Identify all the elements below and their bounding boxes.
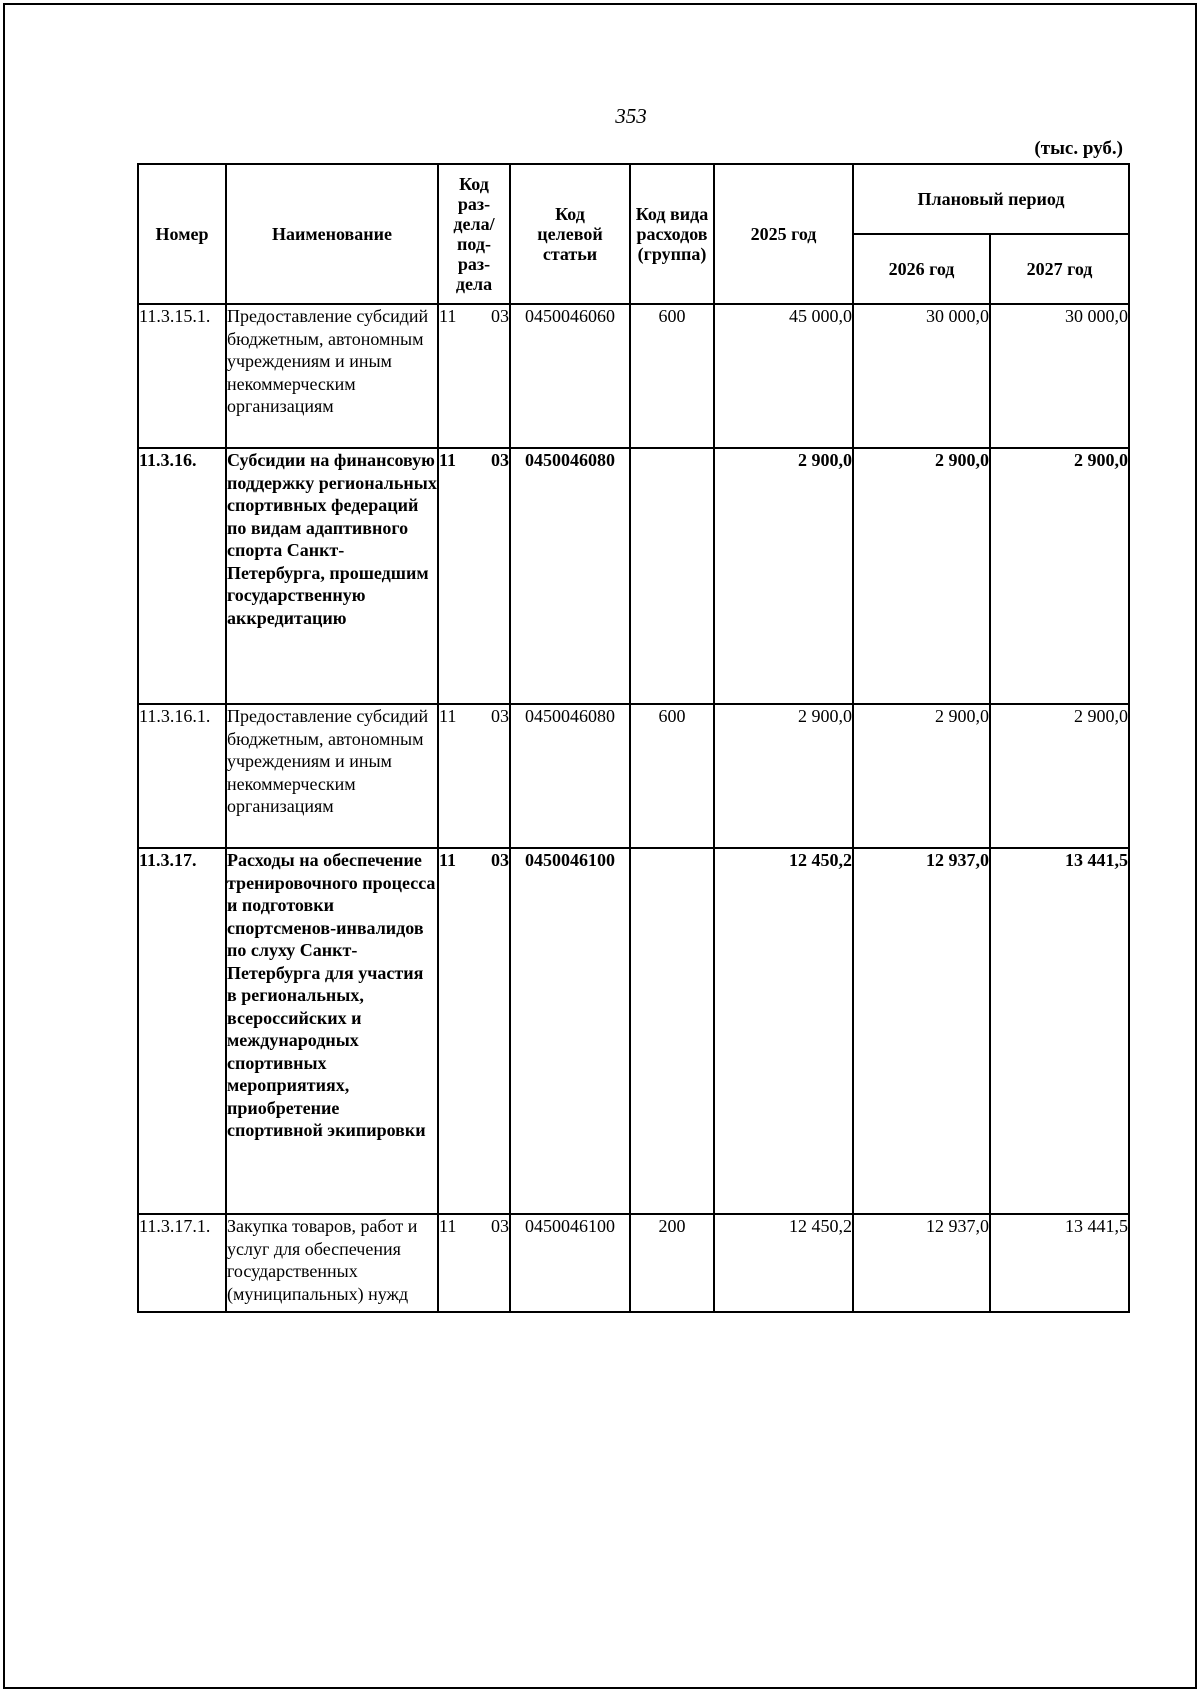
header-section: Код раз-дела/ под-раз-дела bbox=[438, 164, 510, 304]
header-row-1 bbox=[138, 164, 1129, 234]
row-number: 11.3.17.1. bbox=[138, 1214, 226, 1312]
row-expense-type: 200 bbox=[630, 1214, 714, 1312]
row-name: Предоставление субсидий бюджетным, автономным учреждениям и иным некоммерческим организациям bbox=[226, 304, 438, 448]
row-number: 11.3.16.1. bbox=[138, 704, 226, 848]
row-name: Расходы на обеспечение тренировочного процесса и подготовки спортсменов-инвалидов по слуху Санкт-Петербурга для участия в региональных, всероссийских и международных спортивных мероприятиях, приобретение спортивной экипировки bbox=[226, 848, 438, 1214]
subsection-code: 03 bbox=[491, 706, 509, 726]
row-target-code: 0450046080 bbox=[510, 704, 630, 848]
budget-table bbox=[137, 163, 1130, 1313]
row-2026: 12 937,0 bbox=[853, 1214, 990, 1312]
header-year-2027: 2027 год bbox=[990, 234, 1129, 304]
table-row bbox=[138, 304, 1129, 448]
row-2025: 45 000,0 bbox=[714, 304, 853, 448]
table-row bbox=[138, 1214, 1129, 1312]
header-plan-period: Плановый период bbox=[853, 164, 1129, 234]
header-year-2025: 2025 год bbox=[714, 164, 853, 304]
row-expense-type bbox=[630, 848, 714, 1214]
header-number: Номер bbox=[138, 164, 226, 304]
row-2025: 12 450,2 bbox=[714, 1214, 853, 1312]
row-2027: 30 000,0 bbox=[990, 304, 1129, 448]
row-section-code bbox=[438, 304, 510, 448]
subsection-code: 03 bbox=[491, 850, 509, 870]
row-2026: 12 937,0 bbox=[853, 848, 990, 1214]
section-code: 11 bbox=[439, 850, 457, 870]
row-expense-type: 600 bbox=[630, 304, 714, 448]
row-number: 11.3.17. bbox=[138, 848, 226, 1214]
row-target-code: 0450046100 bbox=[510, 848, 630, 1214]
section-code: 11 bbox=[439, 1216, 457, 1236]
row-target-code: 0450046100 bbox=[510, 1214, 630, 1312]
row-2025: 2 900,0 bbox=[714, 448, 853, 704]
row-section-code bbox=[438, 448, 510, 704]
subsection-code: 03 bbox=[491, 450, 509, 470]
row-section-code bbox=[438, 848, 510, 1214]
row-target-code: 0450046060 bbox=[510, 304, 630, 448]
header-name: Наименование bbox=[226, 164, 438, 304]
row-2027: 2 900,0 bbox=[990, 704, 1129, 848]
section-code: 11 bbox=[439, 706, 457, 726]
row-2027: 13 441,5 bbox=[990, 848, 1129, 1214]
row-2027: 2 900,0 bbox=[990, 448, 1129, 704]
subsection-code: 03 bbox=[491, 1216, 509, 1236]
row-section-code bbox=[438, 1214, 510, 1312]
section-code: 11 bbox=[439, 306, 457, 326]
row-2026: 30 000,0 bbox=[853, 304, 990, 448]
header-year-2026: 2026 год bbox=[853, 234, 990, 304]
row-2026: 2 900,0 bbox=[853, 448, 990, 704]
section-code: 11 bbox=[439, 450, 457, 470]
units-label: (тыс. руб.) bbox=[1034, 138, 1123, 159]
header-expense-type: Код вида расходов (группа) bbox=[630, 164, 714, 304]
header-target: Код целевой статьи bbox=[510, 164, 630, 304]
row-expense-type bbox=[630, 448, 714, 704]
table-row bbox=[138, 448, 1129, 704]
row-2027: 13 441,5 bbox=[990, 1214, 1129, 1312]
row-2026: 2 900,0 bbox=[853, 704, 990, 848]
row-2025: 2 900,0 bbox=[714, 704, 853, 848]
row-name: Субсидии на финансовую поддержку региональных спортивных федераций по видам адаптивного спорта Санкт-Петербурга, прошедшим государственную аккредитацию bbox=[226, 448, 438, 704]
row-name: Предоставление субсидий бюджетным, автономным учреждениям и иным некоммерческим организациям bbox=[226, 704, 438, 848]
row-name: Закупка товаров, работ и услуг для обеспечения государственных (муниципальных) нужд bbox=[226, 1214, 438, 1312]
table-row bbox=[138, 704, 1129, 848]
row-number: 11.3.15.1. bbox=[138, 304, 226, 448]
row-section-code bbox=[438, 704, 510, 848]
page-number: 353 bbox=[615, 104, 647, 128]
row-expense-type: 600 bbox=[630, 704, 714, 848]
row-target-code: 0450046080 bbox=[510, 448, 630, 704]
row-number: 11.3.16. bbox=[138, 448, 226, 704]
table-row bbox=[138, 848, 1129, 1214]
subsection-code: 03 bbox=[491, 306, 509, 326]
row-2025: 12 450,2 bbox=[714, 848, 853, 1214]
